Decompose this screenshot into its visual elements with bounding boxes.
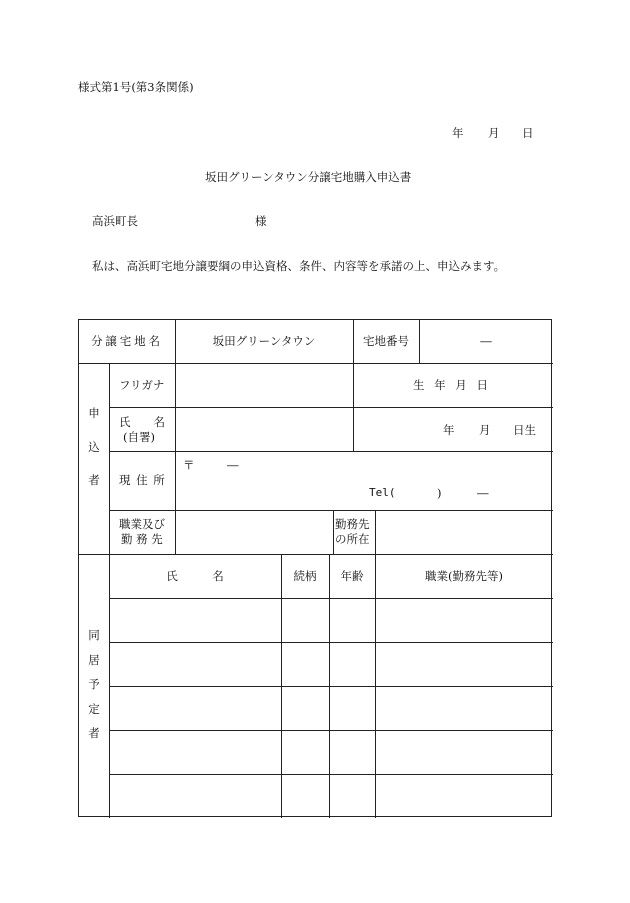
addressee-name: 高浜町長 — [92, 214, 138, 228]
occupation-field[interactable] — [176, 511, 332, 553]
cohabitant-char: 者 — [88, 726, 100, 740]
furigana-label: フリガナ — [119, 378, 165, 392]
table-row[interactable] — [110, 687, 552, 729]
table-row[interactable] — [110, 731, 552, 773]
table-row[interactable] — [110, 643, 552, 685]
date-day: 日 — [522, 126, 534, 140]
date-month: 月 — [488, 126, 500, 140]
postal-dash: ― — [227, 458, 239, 472]
workplace-label-line2: の所在 — [335, 532, 370, 546]
tel-dash: ― — [477, 486, 489, 500]
workplace-address-field[interactable] — [376, 511, 552, 553]
occupation-label-line2: 勤 務 先 — [121, 532, 163, 546]
cohabitant-header-name: 氏 名 — [166, 569, 224, 583]
lot-number-value: ― — [480, 334, 492, 348]
lot-name-label: 分譲宅地名 — [91, 334, 163, 348]
applicant-group-label — [84, 408, 104, 487]
birth-date-header: 生 年 月 日 — [413, 378, 488, 392]
name-label-line2: (自署) — [123, 430, 155, 444]
address-label: 現 住 所 — [119, 473, 165, 487]
birth-year: 年 — [443, 423, 455, 437]
cohabitant-header-age: 年齢 — [340, 569, 364, 583]
addressee-honorific: 様 — [255, 214, 267, 228]
name-label-line1: 氏 名 — [119, 415, 165, 429]
date-year: 年 — [452, 126, 464, 140]
lot-name-value: 坂田グリーンタウン — [212, 334, 316, 348]
cohabitant-char: 定 — [88, 701, 100, 716]
name-field[interactable] — [176, 408, 352, 450]
table-row[interactable] — [110, 599, 552, 641]
birth-month: 月 — [479, 423, 491, 437]
tel-close: ) — [437, 486, 442, 500]
application-form-table — [78, 319, 552, 817]
furigana-field[interactable] — [176, 364, 352, 406]
tel-label: Tel( — [369, 486, 396, 499]
cohabitant-char: 同 — [88, 628, 100, 642]
workplace-label-line1: 勤務先 — [335, 517, 370, 531]
form-number: 様式第1号(第3条関係) — [78, 80, 194, 94]
lot-number-label: 宅地番号 — [363, 334, 409, 348]
applicant-char: 申 — [88, 406, 100, 420]
statement: 私は、高浜町宅地分譲要綱の申込資格、条件、内容等を承諾の上、申込みます。 — [92, 259, 506, 273]
postal-mark: 〒 — [183, 458, 195, 472]
cohabitant-header-occupation: 職業(勤務先等) — [425, 569, 503, 583]
cohabitant-char: 予 — [88, 677, 100, 691]
document-title: 坂田グリーンタウン分譲宅地購入申込書 — [205, 170, 412, 184]
cohabitant-header-relation: 続柄 — [293, 569, 317, 583]
table-row[interactable] — [110, 775, 552, 817]
cohabitant-group-label — [84, 630, 104, 740]
birth-day: 日生 — [513, 423, 536, 437]
occupation-label-line1: 職業及び — [119, 517, 165, 531]
cohabitant-char: 居 — [88, 652, 100, 667]
applicant-char: 者 — [88, 473, 100, 487]
applicant-char: 込 — [88, 439, 100, 454]
